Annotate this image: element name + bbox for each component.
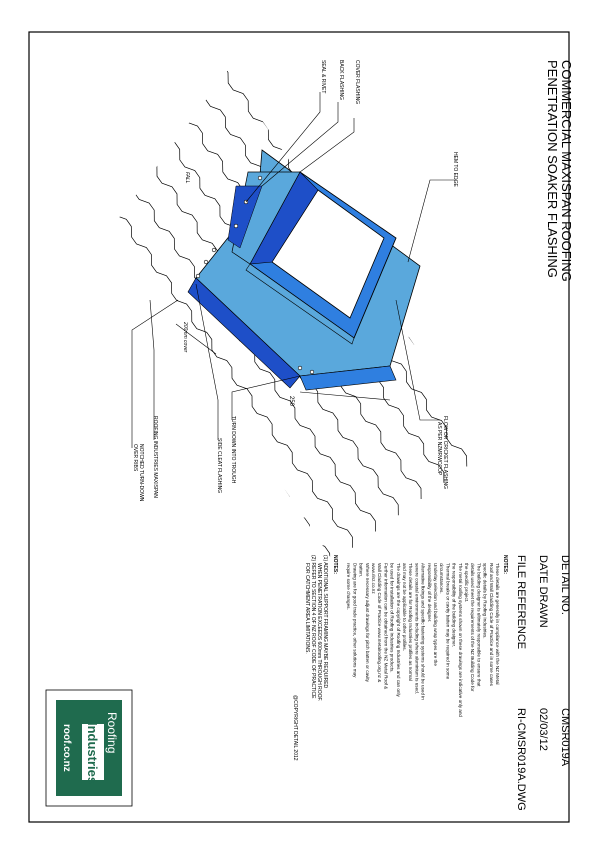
- rivet: [234, 224, 238, 228]
- label-hem-edge: HEM TO EDGE: [452, 152, 458, 187]
- rivet: [310, 370, 314, 374]
- date-label: DATE DRAWN: [537, 555, 549, 628]
- label-dim-250: 250: [288, 396, 294, 407]
- note-1: (1) ADDITIONAL SUPPORT FRAMING MAYBE REQUIRED: [322, 555, 328, 689]
- note-line: batten.: [358, 563, 364, 578]
- rivet: [298, 366, 302, 370]
- label-notched: NOTCHED TURN-DOWN: [138, 444, 144, 502]
- logo-word-industries: Industries: [85, 722, 100, 785]
- label-fall: FALL: [184, 172, 190, 184]
- leader-hem: [408, 180, 456, 262]
- logo-web: roof.co.nz: [61, 724, 72, 772]
- note-line: Roof and Wall Cladding Code of Practice and in some cases: [488, 563, 494, 686]
- detail-label: DETAIL NO.: [559, 555, 571, 615]
- note-line: be used for installation of Roofing Industries products.: [389, 563, 395, 673]
- note-line: and may not be applicable to other profiles.: [402, 563, 407, 651]
- note-1b: WHEN PENETRATION EXCEEDS 600mm THROUGH ROOF.: [316, 563, 322, 702]
- rivet: [212, 248, 216, 252]
- file-label: FILE REFERENCE: [515, 555, 527, 650]
- note-line: The building designer is ultimately responsible to ensure that: [476, 563, 482, 687]
- rivet: [204, 260, 208, 264]
- note-line: severe coastal environments including where aluminium is used.: [414, 563, 420, 694]
- label-flow-cricket: FLOW OR CRICKET FLASHING: [442, 416, 448, 489]
- roof-rib-line: [0, 205, 239, 629]
- note-line: The metal roofing systems shown on these drawings are indicative only and: [457, 563, 463, 717]
- detail-value: CMSR019A: [559, 708, 571, 767]
- note-line: These details are for Roofing Industries profiles as normal: [408, 563, 414, 681]
- notes2-heading: NOTES:: [332, 555, 338, 574]
- note-line: Underlay selection and building wrap types are the: [433, 563, 438, 666]
- label-turn-down: TURN DOWN INTO TROUGH: [230, 416, 236, 484]
- dim-line-2: [176, 324, 216, 354]
- copyright: @COPYRIGHT DETAIL 2012: [292, 695, 298, 761]
- note-line: Thermal breaks or cavity batten may be required in some: [445, 563, 451, 680]
- date-value: 02/03/12: [537, 708, 549, 751]
- label-over-ribs: OVER RIBS: [132, 444, 138, 472]
- label-seal-rivet: SEAL & RIVET: [320, 60, 326, 94]
- note-line: responsibility of the designer.: [426, 563, 432, 623]
- file-value: RI-CMSR019A.DWG: [515, 708, 527, 811]
- dim-line: [300, 392, 390, 400]
- label-cover-flashing: COVER FLASHING: [354, 60, 360, 105]
- note-2b: FOR CATCHMENT AREA LIMITATIONS.: [304, 563, 310, 654]
- rivet: [258, 176, 262, 180]
- rivet: [196, 274, 200, 278]
- note-line: details used meet the requirements of the NZ Building Code for: [470, 563, 476, 692]
- label-flow-cricket-2: AS PER NZMRWCCOP: [436, 422, 442, 476]
- label-roofing-profile: ROOFING INDUSTRIES MAXISPAN: [152, 416, 158, 498]
- label-dim-200: 200mm cover: [182, 322, 188, 353]
- note-line: The drawings are the copyright of Roofing Industries and can only: [395, 563, 401, 697]
- notes-heading: NOTES:: [502, 555, 508, 574]
- notes-list: [346, 563, 500, 717]
- note-line: require some changes.: [346, 563, 352, 610]
- logo-word-roofing: Roofing: [105, 712, 119, 754]
- note-line: Where necessary adjust drawings for pitch batten or cavity: [364, 563, 370, 682]
- note-line: Wall Cladding Code of Practice www.metalroofing.org.nz &: [377, 563, 383, 683]
- note-line: These details are generally in compliance with the NZ Metal: [495, 563, 500, 685]
- roofing-industries-logo: [46, 690, 132, 806]
- note-line: circumstances.: [439, 563, 445, 594]
- note-line: the responsibility of the building designer.: [451, 563, 457, 648]
- note-line: Drawing are for good trade practice, other solutions may: [352, 563, 358, 678]
- label-back-flashing: BACK FLASHING: [338, 60, 344, 101]
- note-line: specific details by Roofing Industries.: [482, 563, 488, 639]
- note-2: (2) REFER TO SECTION 4 OF NZ ROOF CODE OF PRACTICE: [310, 555, 316, 699]
- note-line: Further information can be obtained from the NZ Metal Roof &: [383, 563, 389, 690]
- note-line: the specific project.: [464, 563, 469, 603]
- note-line: www.rinz.co.nz: [371, 563, 376, 594]
- title-line2: PENETRATION SOAKER FLASHING: [545, 60, 560, 278]
- note-line: Alternative fixings and specific fastening systems should be used in: [420, 563, 426, 700]
- label-side-cleat: SIDE CLEAT FLASHING: [216, 438, 222, 494]
- rotated-text-group: [132, 60, 574, 811]
- title-line1: COMMERCIAL MAXISPAN ROOFING: [559, 60, 574, 282]
